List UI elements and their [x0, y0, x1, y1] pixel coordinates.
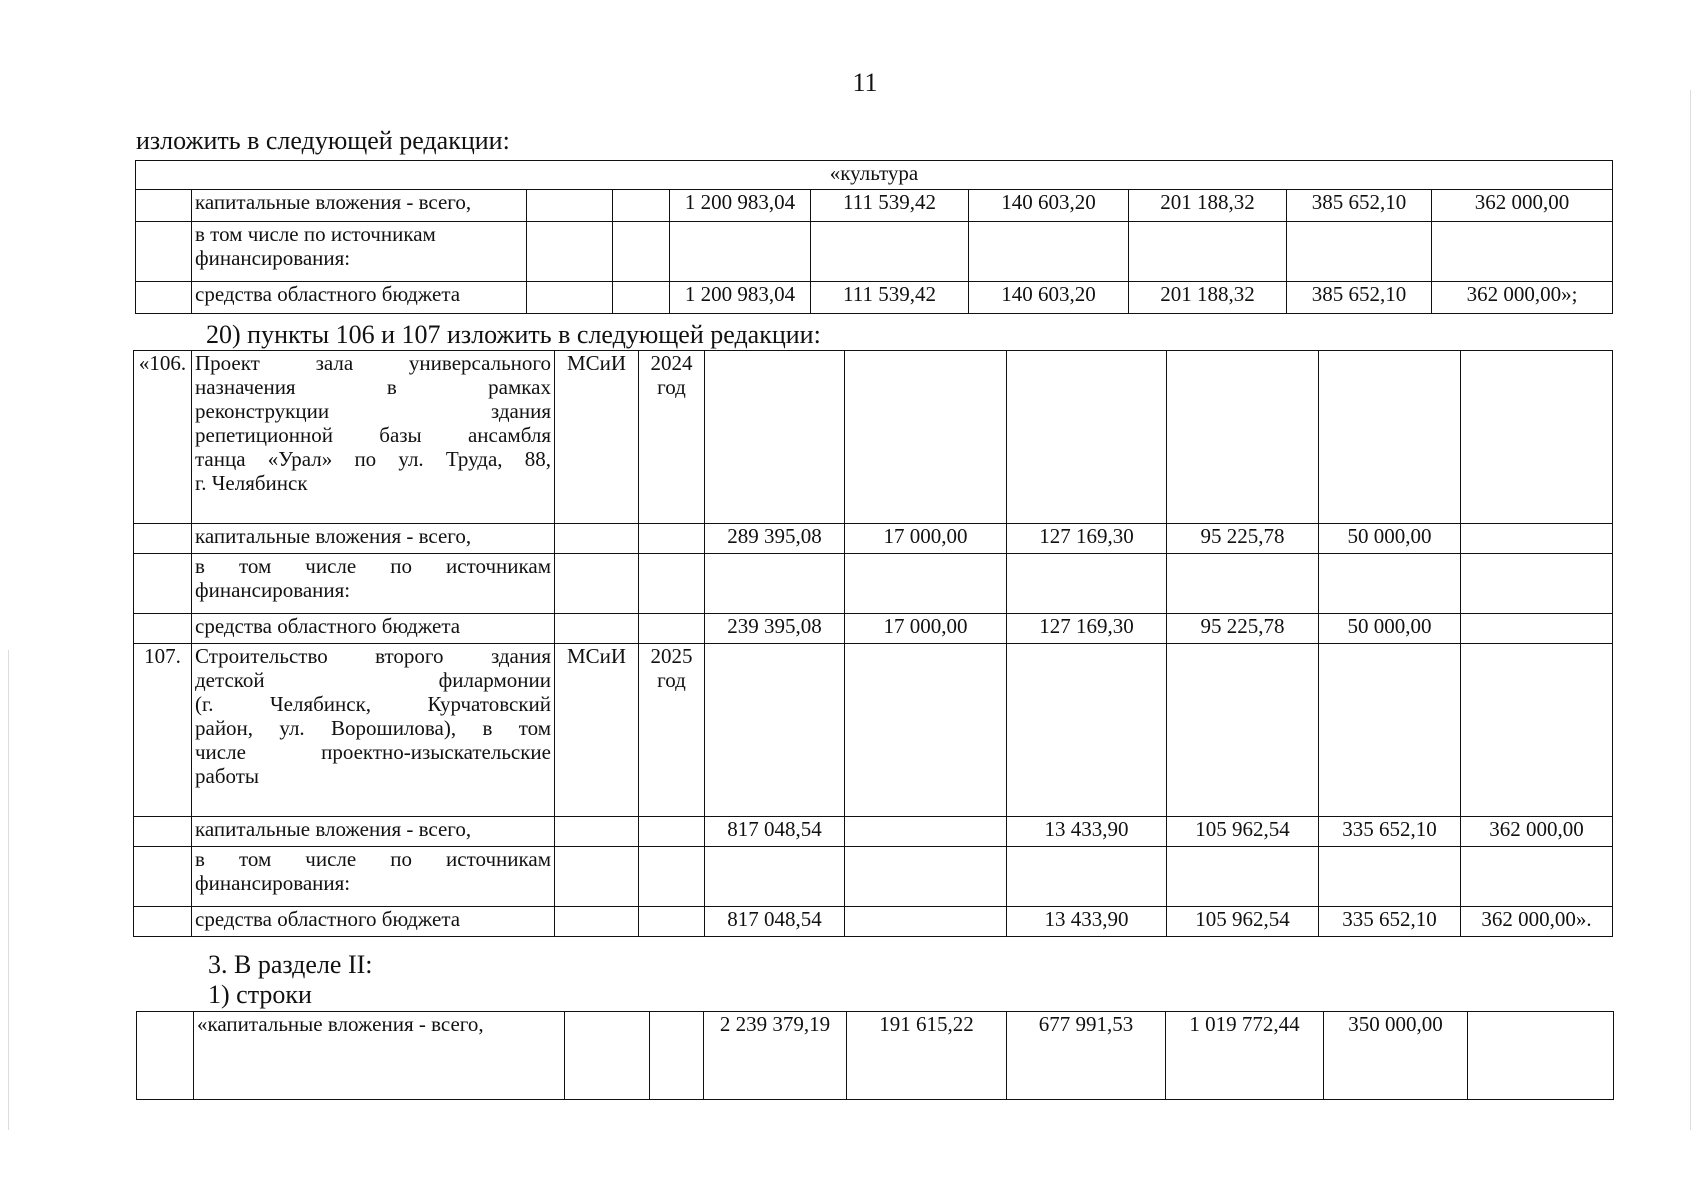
item-year	[639, 351, 705, 524]
cell-value: 1 200 983,04	[670, 190, 811, 222]
cell-value: 335 652,10	[1319, 817, 1461, 847]
cell-value: 95 225,78	[1167, 614, 1319, 644]
cell-value: 17 000,00	[845, 524, 1007, 554]
item-org: МСиИ	[555, 644, 639, 817]
row-label: средства областного бюджета	[192, 614, 555, 644]
label-line: финансирования:	[195, 871, 351, 895]
item-year	[639, 644, 705, 817]
cell-value: 95 225,78	[1167, 524, 1319, 554]
item-row-106	[134, 351, 1613, 524]
item-org: МСиИ	[555, 351, 639, 524]
row-label	[192, 847, 555, 907]
cell-value: 50 000,00	[1319, 524, 1461, 554]
row-label: капитальные вложения - всего,	[192, 524, 555, 554]
name-line: (г. Челябинск, Курчатовский	[195, 692, 551, 716]
cell-value: 201 188,32	[1129, 282, 1287, 314]
cell-value	[1461, 524, 1613, 554]
table-row	[136, 282, 1613, 314]
paragraph-20: 20) пункты 106 и 107 изложить в следующей редакции:	[206, 320, 821, 349]
table-section-2	[136, 1011, 1614, 1100]
label-line: финансирования:	[195, 578, 351, 602]
name-line: числе проектно-изыскательские	[195, 740, 551, 764]
table-row	[136, 190, 1613, 222]
cell-value: 362 000,00	[1432, 190, 1613, 222]
cell-value: 362 000,00	[1461, 817, 1613, 847]
table-row	[134, 554, 1613, 614]
table1-header: «культура	[136, 161, 1613, 190]
name-line: г. Челябинск	[195, 471, 308, 495]
scan-edge-left	[8, 650, 9, 1130]
page-number: 11	[852, 68, 878, 97]
cell-value: 127 169,30	[1007, 524, 1167, 554]
cell-value: 239 395,08	[705, 614, 845, 644]
year-line: 2024	[650, 351, 693, 375]
name-line: назначения в рамках	[195, 375, 551, 399]
table-row	[134, 614, 1613, 644]
cell-value: 335 652,10	[1319, 907, 1461, 937]
cell-value: 289 395,08	[705, 524, 845, 554]
item-number: 107.	[134, 644, 192, 817]
cell-value	[1461, 614, 1613, 644]
name-line: детской филармонии	[195, 668, 551, 692]
label-line: в том числе по источникам	[195, 554, 551, 578]
label-line: в том числе по источникам	[195, 847, 551, 871]
cell-value: 140 603,20	[969, 190, 1129, 222]
cell-value: 111 539,42	[811, 190, 969, 222]
name-line: репетиционной базы ансамбля	[195, 423, 551, 447]
cell-value: 17 000,00	[845, 614, 1007, 644]
cell-value: 677 991,53	[1007, 1012, 1166, 1100]
name-line: реконструкции здания	[195, 399, 551, 423]
year-line: 2025	[650, 644, 693, 668]
cell-value: 13 433,90	[1007, 817, 1167, 847]
table-row	[134, 817, 1613, 847]
item-number: «106.	[134, 351, 192, 524]
paragraph-3-1: 1) строки	[208, 980, 312, 1009]
paragraph-3: 3. В разделе II:	[208, 950, 373, 979]
cell-value: 105 962,54	[1167, 817, 1319, 847]
cell-value: 817 048,54	[705, 817, 845, 847]
cell-value: 201 188,32	[1129, 190, 1287, 222]
cell-value: 127 169,30	[1007, 614, 1167, 644]
cell-value	[1468, 1012, 1614, 1100]
row-label	[192, 554, 555, 614]
name-line: Строительство второго здания	[195, 644, 551, 668]
cell-value: 362 000,00».	[1461, 907, 1613, 937]
cell-value: 2 239 379,19	[704, 1012, 847, 1100]
item-name	[192, 644, 555, 817]
table-row	[137, 1012, 1614, 1100]
cell-value	[845, 907, 1007, 937]
year-line: год	[657, 375, 686, 399]
table-row	[134, 907, 1613, 937]
cell-value: 191 615,22	[847, 1012, 1007, 1100]
cell-value: 1 200 983,04	[670, 282, 811, 314]
table-row	[134, 524, 1613, 554]
row-label: в том числе по источникам финансирования:	[192, 222, 527, 282]
name-line: Проект зала универсального	[195, 351, 551, 375]
scan-edge-right	[1690, 90, 1691, 1130]
table-row	[136, 222, 1613, 282]
cell-value: 385 652,10	[1287, 190, 1432, 222]
row-label: средства областного бюджета	[192, 282, 527, 314]
cell-value: 13 433,90	[1007, 907, 1167, 937]
cell-value: 362 000,00»;	[1432, 282, 1613, 314]
cell-value: 50 000,00	[1319, 614, 1461, 644]
cell-value: 111 539,42	[811, 282, 969, 314]
cell-value: 140 603,20	[969, 282, 1129, 314]
table-items-106-107	[133, 350, 1613, 937]
row-label: средства областного бюджета	[192, 907, 555, 937]
cell-value: 817 048,54	[705, 907, 845, 937]
row-label: «капитальные вложения - всего,	[194, 1012, 565, 1100]
table-row	[134, 847, 1613, 907]
item-row-107	[134, 644, 1613, 817]
cell-value: 1 019 772,44	[1166, 1012, 1324, 1100]
table-culture	[135, 160, 1613, 314]
row-label: капитальные вложения - всего,	[192, 190, 527, 222]
cell-value: 385 652,10	[1287, 282, 1432, 314]
intro-text: изложить в следующей редакции:	[136, 126, 510, 155]
item-name	[192, 351, 555, 524]
cell-value: 105 962,54	[1167, 907, 1319, 937]
cell-value: 350 000,00	[1324, 1012, 1468, 1100]
row-label: капитальные вложения - всего,	[192, 817, 555, 847]
name-line: танца «Урал» по ул. Труда, 88,	[195, 447, 551, 471]
year-line: год	[657, 668, 686, 692]
name-line: район, ул. Ворошилова), в том	[195, 716, 551, 740]
cell-value	[845, 817, 1007, 847]
name-line: работы	[195, 764, 260, 788]
